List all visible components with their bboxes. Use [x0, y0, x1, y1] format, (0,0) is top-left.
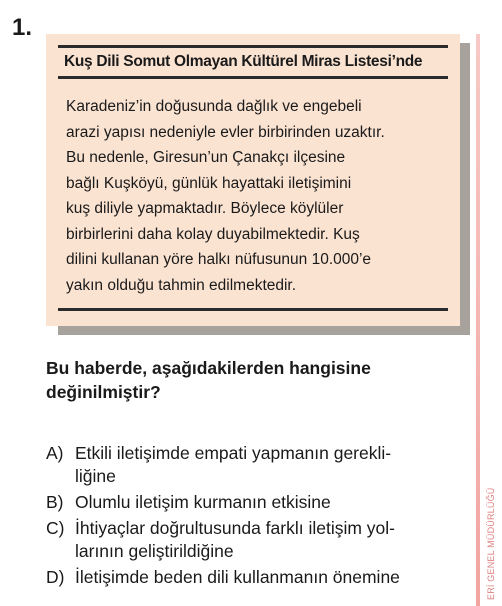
- option-a[interactable]: [46, 442, 470, 488]
- option-letter: C): [46, 518, 65, 538]
- option-line: İletişimde beden dili kullanmanın önemine: [75, 567, 400, 587]
- news-line: dilini kullanan yöre halkı nüfusunun 10.000’e: [66, 251, 372, 268]
- news-card: [46, 34, 460, 326]
- option-line: Etkili iletişimde empati yapmanın gerekli-: [75, 443, 392, 463]
- option-text: [75, 491, 470, 514]
- news-title-box: [58, 45, 448, 79]
- option-text: [75, 517, 470, 563]
- option-line: İhtiyaçlar doğrultusunda farklı iletişim yol-: [75, 518, 395, 538]
- news-line: bağlı Kuşköyü, günlük hayattaki iletişimini: [66, 174, 352, 192]
- news-title: Kuş Dili Somut Olmayan Kültürel Miras Listesi’nde: [64, 53, 423, 70]
- side-watermark: ERİ GENEL MÜDÜRLÜĞÜ: [486, 487, 496, 600]
- news-line: arazi yapısı nedeniyle evler birbirinden uzaktır.: [66, 123, 385, 141]
- news-line: Bu nedenle, Giresun’un Çanakçı ilçesine: [66, 149, 346, 166]
- option-letter: A): [46, 443, 64, 463]
- option-line: Olumlu iletişim kurmanın etkisine: [75, 492, 331, 512]
- news-bottom-rule: [58, 308, 448, 311]
- option-line: liğine: [75, 466, 116, 486]
- option-text: [75, 566, 470, 589]
- option-d[interactable]: [46, 566, 470, 589]
- news-line: yakın olduğu tahmin edilmektedir.: [66, 276, 297, 294]
- answer-options: [46, 442, 470, 592]
- news-body: [66, 94, 456, 298]
- option-b[interactable]: [46, 491, 470, 514]
- question-line: Bu haberde, aşağıdakilerden hangisine: [46, 358, 371, 378]
- news-line: Karadeniz’in doğusunda dağlık ve engebeli: [66, 98, 362, 115]
- option-c[interactable]: [46, 517, 470, 563]
- news-line: birbirlerini daha kolay duyabilmektedir. Kuş: [66, 225, 360, 243]
- question-stem: [46, 356, 371, 404]
- option-letter: B): [46, 492, 64, 512]
- question-line: değinilmiştir?: [46, 382, 161, 402]
- question-number: 1.: [12, 14, 33, 41]
- news-line: kuş diliyle yapmaktadır. Böylece köylüler: [66, 200, 344, 217]
- option-letter: D): [46, 567, 65, 587]
- option-line: larının geliştirildiğine: [75, 541, 234, 561]
- side-color-strip: [476, 34, 480, 606]
- option-text: [75, 442, 470, 488]
